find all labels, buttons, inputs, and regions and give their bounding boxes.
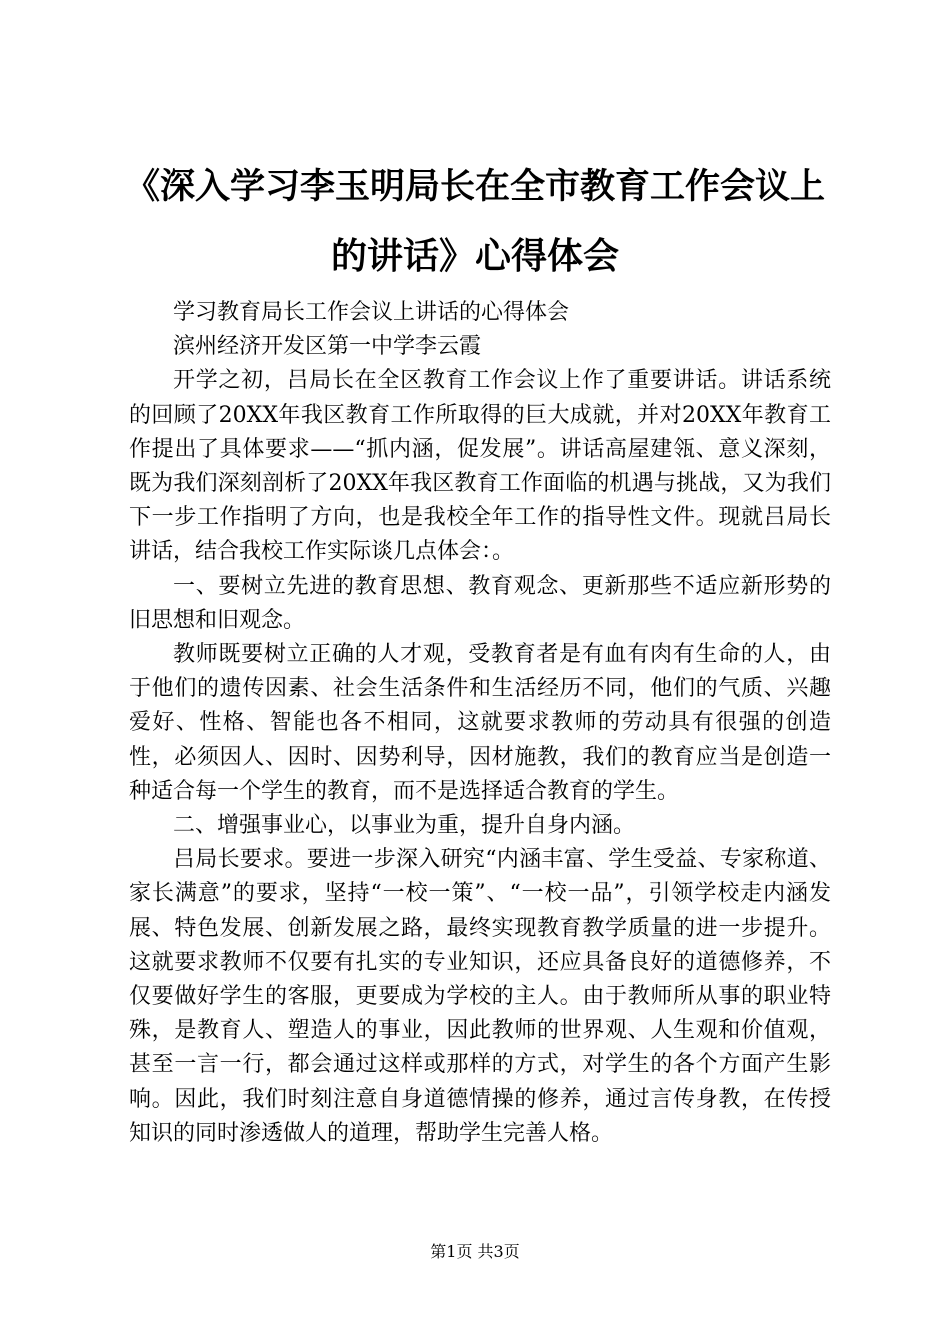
subtitle-paragraph: 学习教育局长工作会议上讲话的心得体会 bbox=[173, 300, 570, 325]
title-line-2: 的讲话》心得体会 bbox=[330, 236, 619, 277]
body-paragraph: 开学之初，吕局长在全区教育工作会议上作了重要讲话。讲话系统的回顾了20XX年我区教育工作所取得的巨大成就，并对20XX年教育工作提出了具体要求——“抓内涵，促发展”。讲话高屋建瓴、意义深刻，既为我们深刻剖析了20XX年我区教育工作面临的机遇与挑战，又为我们下一步工作指明了方向，也是我校全年工作的指导性文件。现就吕局长讲话，结合我校工作实际谈几点体会：。 bbox=[129, 368, 831, 565]
body-paragraph: 教师既要树立正确的人才观，受教育者是有血有肉有生命的人，由于他们的遗传因素、社会生活条件和生活经历不同，他们的气质、兴趣爱好、性格、智能也各不相同，这就要求教师的劳动具有很强的创造性，必须因人、因时、因势利导，因材施教，我们的教育应当是创造一种适合每一个学生的教育，而不是选择适合教育的学生。 bbox=[129, 642, 831, 804]
section-heading-1: 一、要树立先进的教育思想、教育观念、更新那些不适应新形势的旧思想和旧观念。 bbox=[129, 573, 831, 633]
author-paragraph: 滨州经济开发区第一中学李云霞 bbox=[173, 334, 482, 360]
document-title bbox=[120, 152, 830, 292]
body-paragraph: 吕局长要求。要进一步深入研究“内涵丰富、学生受益、专家称道、家长满意”的要求，坚持“一校一策”、“一校一品”，引领学校走内涵发展、特色发展、创新发展之路，最终实现教育教学质量的进一步提升。这就要求教师不仅要有扎实的专业知识，还应具备良好的道德修养，不仅要做好学生的客服，更要成为学校的主人。由于教师所从事的职业特殊，是教育人、塑造人的事业，因此教师的世界观、人生观和价值观，甚至一言一行，都会通过这样或那样的方式，对学生的各个方面产生影响。因此，我们时刻注意自身道德情操的修养，通过言传身教，在传授知识的同时渗透做人的道理，帮助学生完善人格。 bbox=[129, 847, 831, 1146]
title-line-1: 《深入学习李玉明局长在全市教育工作会议上 bbox=[124, 167, 825, 207]
document-body bbox=[129, 296, 831, 1151]
section-heading-2: 二、增强事业心，以事业为重，提升自身内涵。 bbox=[173, 813, 636, 839]
page-footer: 第1页 共3页 bbox=[430, 1242, 520, 1261]
